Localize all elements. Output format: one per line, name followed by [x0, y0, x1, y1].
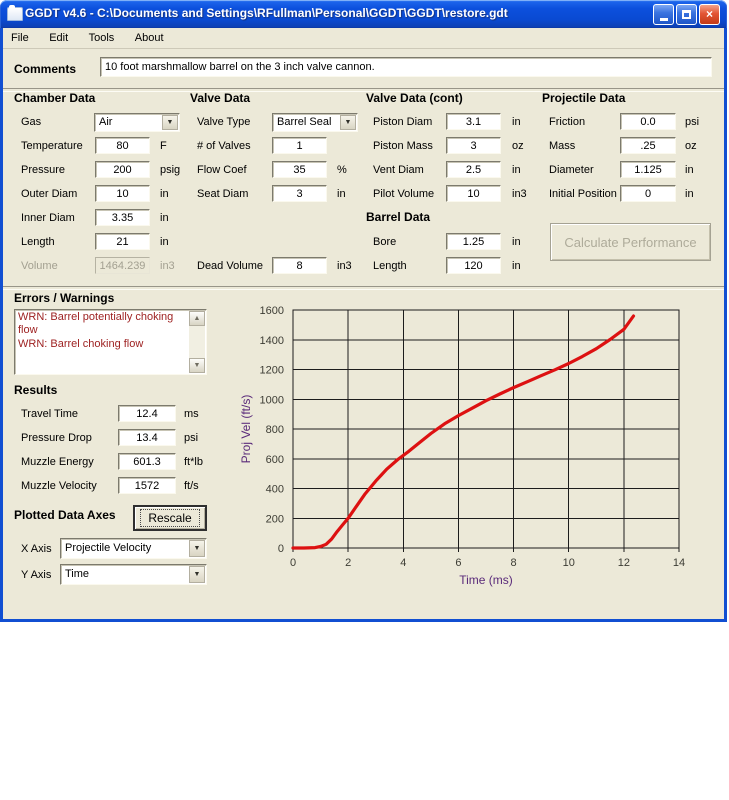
svg-text:1000: 1000 [259, 394, 284, 407]
pressure-input[interactable] [95, 161, 150, 178]
initial-position-input[interactable] [620, 185, 676, 202]
travel-time-label: Travel Time [21, 408, 79, 420]
inner-diam-row [14, 209, 192, 229]
errors-listbox[interactable] [14, 309, 207, 375]
chamber-length-label: Length [21, 236, 55, 248]
chamber-data-title: Chamber Data [14, 91, 96, 105]
mass-row [542, 137, 724, 157]
friction-label: Friction [549, 116, 586, 128]
svg-text:6: 6 [455, 557, 462, 569]
muzzle-energy-label: Muzzle Energy [21, 456, 94, 468]
warning-item[interactable]: WRN: Barrel potentially choking flow [18, 311, 174, 336]
svg-text:1600: 1600 [259, 305, 284, 317]
vent-diam-label: Vent Diam [373, 164, 424, 176]
projectile-data-title: Projectile Data [542, 91, 626, 105]
muzzle-velocity-unit: ft/s [184, 480, 199, 492]
valve-type-row [190, 113, 368, 133]
temperature-row [14, 137, 192, 157]
outer-diam-label: Outer Diam [21, 188, 78, 200]
initial-position-row [542, 185, 724, 205]
window-title: GGDT v4.6 - C:\Documents and Settings\RFullman\Personal\GGDT\GGDT\restore.gdt [25, 6, 508, 20]
svg-text:0: 0 [277, 543, 284, 555]
results-section [14, 383, 203, 503]
chamber-length-row [14, 233, 192, 253]
barrel-length-row [366, 257, 544, 277]
piston-mass-row [366, 137, 544, 157]
muzzle-velocity-label: Muzzle Velocity [21, 480, 97, 492]
pressure-drop-value[interactable] [118, 429, 176, 446]
dead-volume-unit: in3 [337, 260, 352, 272]
calculate-performance-button: Calculate Performance [550, 223, 711, 261]
piston-diam-label: Piston Diam [373, 116, 433, 128]
inner-diam-label: Inner Diam [21, 212, 75, 224]
dead-volume-row [190, 257, 368, 277]
piston-diam-unit: in [512, 116, 521, 128]
diameter-unit: in [685, 164, 694, 176]
piston-diam-input[interactable] [446, 113, 501, 130]
vent-diam-input[interactable] [446, 161, 501, 178]
app-icon [7, 7, 23, 21]
piston-mass-input[interactable] [446, 137, 501, 154]
gas-value: Air [99, 116, 113, 128]
flow-coef-label: Flow Coef [197, 164, 247, 176]
chevron-down-icon[interactable]: ▼ [189, 540, 205, 557]
svg-text:4: 4 [400, 557, 407, 569]
valve-type-select[interactable] [272, 113, 358, 132]
window-frame [0, 28, 727, 622]
mass-input[interactable] [620, 137, 676, 154]
pressure-drop-label: Pressure Drop [21, 432, 92, 444]
menu-file[interactable]: File [11, 32, 29, 44]
friction-input[interactable] [620, 113, 676, 130]
flow-coef-row [190, 161, 368, 181]
gas-select[interactable] [94, 113, 180, 132]
chevron-down-icon[interactable]: ▼ [162, 115, 178, 130]
svg-text:600: 600 [265, 453, 284, 466]
svg-text:200: 200 [265, 513, 284, 526]
pressure-unit: psig [160, 164, 181, 176]
chamber-length-input[interactable] [95, 233, 150, 250]
svg-text:Proj Vel (ft/s): Proj Vel (ft/s) [239, 394, 253, 464]
barrel-length-unit: in [512, 260, 521, 272]
travel-time-unit: ms [184, 408, 199, 420]
svg-text:8: 8 [510, 557, 517, 569]
piston-mass-unit: oz [512, 140, 524, 152]
valve-type-label: Valve Type [197, 116, 251, 128]
valve-type-value: Barrel Seal [277, 116, 332, 128]
y-axis-label: Y Axis [21, 569, 52, 581]
separator [3, 286, 724, 290]
barrel-data-title: Barrel Data [366, 210, 431, 224]
svg-text:Time (ms): Time (ms) [459, 573, 513, 587]
scroll-up-icon[interactable]: ▲ [189, 311, 205, 326]
vent-diam-row [366, 161, 544, 181]
seat-diam-label: Seat Diam [197, 188, 249, 200]
barrel-length-label: Length [373, 260, 407, 272]
title-bar[interactable] [0, 0, 727, 28]
seat-diam-unit: in [337, 188, 346, 200]
volume-input [95, 257, 150, 274]
friction-unit: psi [685, 116, 700, 128]
barrel-length-input[interactable] [446, 257, 501, 274]
muzzle-velocity-row [14, 477, 199, 497]
flow-coef-input[interactable] [272, 161, 327, 178]
seat-diam-input[interactable] [272, 185, 327, 202]
svg-text:1200: 1200 [259, 364, 284, 377]
piston-mass-label: Piston Mass [373, 140, 433, 152]
scrollbar[interactable] [189, 311, 205, 373]
diameter-label: Diameter [549, 164, 594, 176]
menu-bar [3, 28, 724, 49]
num-valves-row [190, 137, 368, 157]
projectile-data-section [542, 91, 724, 287]
svg-text:1400: 1400 [259, 334, 284, 347]
close-button[interactable]: × [699, 4, 720, 25]
bore-row [366, 233, 544, 253]
bore-unit: in [512, 236, 521, 248]
pilot-volume-unit: in3 [512, 188, 527, 200]
temperature-unit: F [160, 140, 167, 152]
pilot-volume-label: Pilot Volume [373, 188, 435, 200]
mass-unit: oz [685, 140, 697, 152]
pilot-volume-row [366, 185, 544, 205]
x-axis-select[interactable] [60, 538, 207, 559]
volume-row [14, 257, 192, 277]
pressure-row [14, 161, 192, 181]
num-valves-input[interactable] [272, 137, 327, 154]
chamber-data-section [14, 91, 192, 287]
valve-data-cont-section [366, 91, 544, 287]
outer-diam-input[interactable] [95, 185, 150, 202]
muzzle-energy-value[interactable] [118, 453, 176, 470]
valve-data-title: Valve Data [190, 91, 251, 105]
x-axis-value: Projectile Velocity [65, 542, 152, 554]
travel-time-value[interactable] [118, 405, 176, 422]
chevron-down-icon[interactable]: ▼ [189, 566, 205, 583]
inner-diam-unit: in [160, 212, 169, 224]
inner-diam-input[interactable] [95, 209, 150, 226]
plotted-data-axes-title: Plotted Data Axes [14, 508, 116, 522]
chevron-down-icon[interactable]: ▼ [340, 115, 356, 130]
piston-diam-row [366, 113, 544, 133]
rescale-button[interactable]: Rescale [133, 505, 207, 531]
travel-time-row [14, 405, 199, 425]
dead-volume-input[interactable] [272, 257, 327, 274]
volume-unit: in3 [160, 260, 175, 272]
minimize-button[interactable] [653, 4, 674, 25]
pressure-drop-unit: psi [184, 432, 199, 444]
diameter-row [542, 161, 724, 181]
gas-label: Gas [21, 116, 42, 128]
svg-text:12: 12 [617, 557, 630, 569]
svg-text:800: 800 [265, 424, 284, 436]
svg-text:0: 0 [289, 557, 297, 569]
pressure-drop-row [14, 429, 199, 449]
flow-coef-unit: % [337, 164, 347, 176]
valve-data-cont-title: Valve Data (cont) [366, 91, 463, 105]
friction-row [542, 113, 724, 133]
outer-diam-unit: in [160, 188, 169, 200]
svg-text:10: 10 [562, 557, 575, 569]
mass-label: Mass [549, 140, 576, 152]
menu-about[interactable]: About [134, 32, 164, 44]
y-axis-select[interactable] [60, 564, 207, 585]
bore-input[interactable] [446, 233, 501, 250]
svg-text:400: 400 [265, 483, 284, 496]
chamber-length-unit: in [160, 236, 169, 248]
pilot-volume-input[interactable] [446, 185, 501, 202]
initial-position-label: Initial Position [549, 188, 617, 200]
volume-label: Volume [21, 260, 58, 272]
errors-warnings-title: Errors / Warnings [14, 291, 115, 305]
scroll-down-icon[interactable]: ▼ [189, 358, 205, 373]
svg-text:14: 14 [672, 557, 686, 569]
muzzle-energy-row [14, 453, 203, 473]
comments-label: Comments [14, 62, 77, 76]
diameter-input[interactable] [620, 161, 676, 178]
vent-diam-unit: in [512, 164, 521, 176]
temperature-input[interactable] [95, 137, 150, 154]
dead-volume-label: Dead Volume [197, 260, 264, 272]
temperature-label: Temperature [21, 140, 83, 152]
bore-label: Bore [373, 236, 397, 248]
maximize-button[interactable] [676, 4, 697, 25]
pressure-label: Pressure [21, 164, 66, 176]
valve-data-section [190, 91, 368, 287]
muzzle-energy-unit: ft*lb [184, 456, 203, 468]
results-title: Results [14, 383, 58, 397]
seat-diam-row [190, 185, 368, 205]
outer-diam-row [14, 185, 192, 205]
menu-tools[interactable]: Tools [88, 32, 115, 44]
menu-edit[interactable]: Edit [49, 32, 69, 44]
comments-input[interactable] [100, 57, 712, 77]
svg-text:2: 2 [345, 557, 352, 569]
num-valves-label: # of Valves [197, 140, 251, 152]
y-axis-value: Time [65, 568, 90, 580]
gas-row [14, 113, 192, 133]
performance-chart [230, 296, 700, 596]
warning-item[interactable]: WRN: Barrel choking flow [18, 338, 144, 350]
muzzle-velocity-value[interactable] [118, 477, 176, 494]
initial-position-unit: in [685, 188, 694, 200]
x-axis-label: X Axis [21, 543, 52, 555]
